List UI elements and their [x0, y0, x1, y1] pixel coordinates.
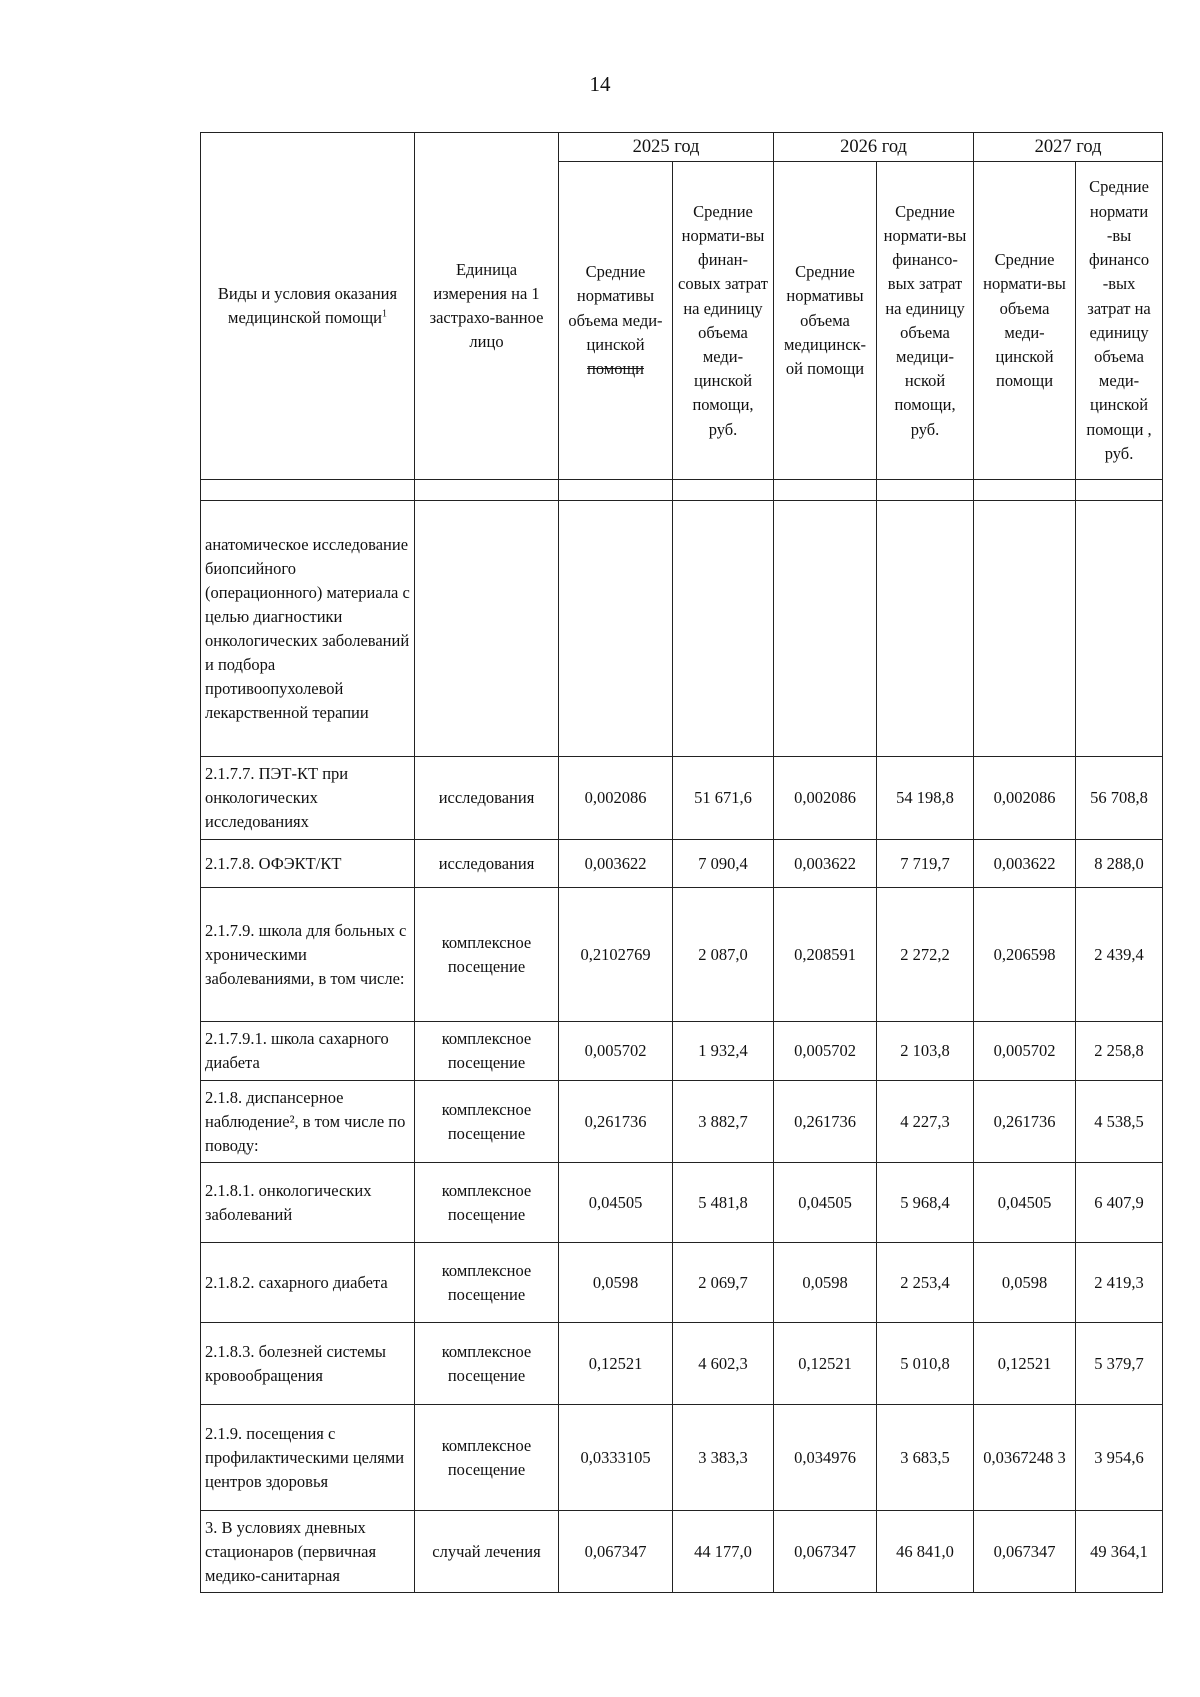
- header-year-2025: 2025 год: [559, 133, 774, 162]
- header-2027-cost: Средние нормати -вы финансо -вых затрат на единицу объема меди-цинской помощи , руб.: [1076, 162, 1163, 480]
- table-row: 2.1.8. диспансерное наблюдение², в том числе по поводу: комплексное посещение 0,261736 3 882,7 0,261736 4 227,3 0,261736 4 538,5: [201, 1081, 1163, 1163]
- table-row: 2.1.8.2. сахарного диабета комплексное посещение 0,0598 2 069,7 0,0598 2 253,4 0,0598 2 419,3: [201, 1243, 1163, 1323]
- table-row: 2.1.7.7. ПЭТ-КТ при онкологических исследованиях исследования 0,002086 51 671,6 0,002086 54 198,8 0,002086 56 708,8: [201, 757, 1163, 840]
- table-row: 3. В условиях дневных стационаров (первичная медико-санитарная случай лечения 0,067347 44 177,0 0,067347 46 841,0 0,067347 49 364,1: [201, 1511, 1163, 1593]
- header-2025-volume: Средние нормативы объема меди-цинской помощи: [559, 162, 673, 480]
- table-row: 2.1.8.3. болезней системы кровообращения комплексное посещение 0,12521 4 602,3 0,12521 5 010,8 0,12521 5 379,7: [201, 1323, 1163, 1405]
- header-type: Виды и условия оказания медицинской помощи$^1$: [201, 133, 415, 480]
- table-row: 2.1.9. посещения с профилактическими целями центров здоровья комплексное посещение 0,0333105 3 383,3 0,034976 3 683,5 0,0367248 3 3 954,6: [201, 1405, 1163, 1511]
- header-2026-volume: Средние нормативы объема медицинск-ой помощи: [774, 162, 877, 480]
- header-year-2027: 2027 год: [974, 133, 1163, 162]
- header-unit: Единица измерения на 1 застрахо-ванное лицо: [415, 133, 559, 480]
- norms-table: [200, 132, 1163, 1593]
- header-2025-cost: Средние нормати-вы финан-совых затрат на единицу объема меди-цинской помощи, руб.: [673, 162, 774, 480]
- header-2027-volume: Средние нормати-вы объема меди-цинской помощи: [974, 162, 1076, 480]
- table-row: 2.1.7.9.1. школа сахарного диабета комплексное посещение 0,005702 1 932,4 0,005702 2 103,8 0,005702 2 258,8: [201, 1022, 1163, 1081]
- header-2026-cost: Средние нормати-вы финансо-вых затрат на единицу объема медици-нской помощи, руб.: [877, 162, 974, 480]
- blank-row: [201, 480, 1163, 501]
- header-year-2026: 2026 год: [774, 133, 974, 162]
- table-row: 2.1.7.8. ОФЭКТ/КТ исследования 0,003622 7 090,4 0,003622 7 719,7 0,003622 8 288,0: [201, 840, 1163, 888]
- table-row: 2.1.8.1. онкологических заболеваний комплексное посещение 0,04505 5 481,8 0,04505 5 968,4 0,04505 6 407,9: [201, 1163, 1163, 1243]
- table-row: 2.1.7.9. школа для больных с хроническими заболеваниями, в том числе: комплексное посещение 0,2102769 2 087,0 0,208591 2 272,2 0,206598 2 439,4: [201, 888, 1163, 1022]
- page-number: 14: [589, 72, 611, 96]
- table-row: анатомическое исследование биопсийного (операционного) материала с целью диагностики онкологических заболеваний и подбора противоопухолевой лекарственной терапии: [201, 501, 1163, 757]
